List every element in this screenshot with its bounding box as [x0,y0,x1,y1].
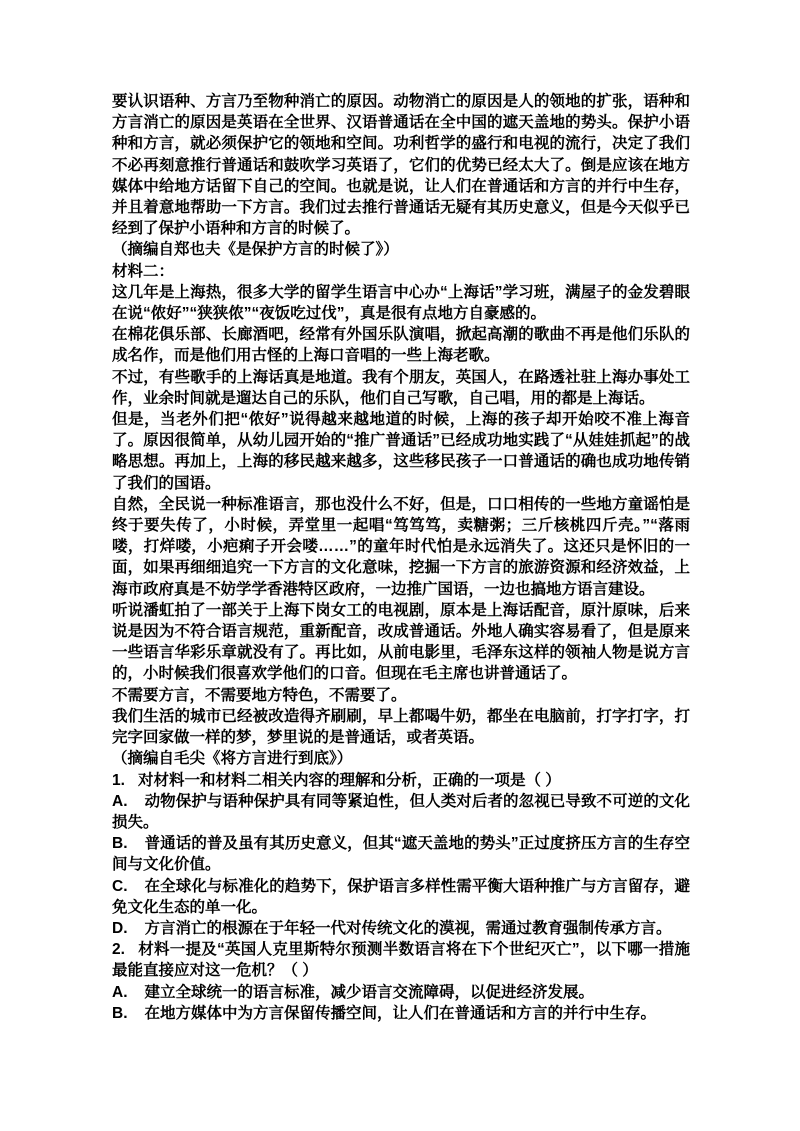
question-1-stem [112,770,690,791]
option-label-a: A. [112,792,128,810]
material-two-paragraph: 我们生活的城市已经被改造得齐刷刷，早上都喝牛奶，都坐在电脑前，打字打字，打完字回家做一样的梦，梦里说的是普通话，或者英语。 [112,707,690,747]
question-2-option-b [112,1003,690,1024]
question-1-option-c [112,876,690,918]
material-two-paragraph: 在棉花俱乐部、长廊酒吧，经常有外国乐队演唱，掀起高潮的歌曲不再是他们乐队的成名作，而是他们用古怪的上海口音唱的一些上海老歌。 [112,326,690,365]
material-two-paragraph: 自然，全民说一种标准语言，那也没什么不好，但是，口口相传的一些地方童谣怕是终于要失传了，小时候，弄堂里一起唱“笃笃笃，卖糖粥；三斤核桃四斤壳。”“落雨喽，打烊喽，小疤痢子开会喽……”的童年时代怕是永远消失了。这还只是怀旧的一面，如果再细细追究一下方言的文化意味，挖掘一下方言的旅游资源和经济效益，上海市政府真是不妨学学香港特区政府，一边推广国语，一边也搞地方语言建设。 [112,495,690,598]
question-1-number: 1. [112,771,125,789]
option-label-d: D. [112,919,128,937]
material-two-paragraph: 这几年是上海热，很多大学的留学生语言中心办“上海话”学习班，满屋子的金发碧眼在说“侬好”“狭狭侬”“夜饭吃过伐”，真是很有点地方自豪感的。 [112,283,690,323]
question-1-option-b [112,833,690,875]
material-two-source: （摘编自毛尖《将方言进行到底》） [112,750,353,768]
option-label-a: A. [112,983,128,1001]
material-two-paragraph: 听说潘虹拍了一部关于上海下岗女工的电视剧，原本是上海话配音，原汁原味，后来说是因为不符合语言规范，重新配音，改成普通话。外地人确实容易看了，但是原来一些语言华彩乐章就没有了。再比如，从前电影里，毛泽东这样的领袖人物是说方言的，小时候我们很喜欢学他们的口音。但现在毛主席也讲普通话了。 [112,601,690,683]
option-label-b: B. [112,1004,128,1022]
material-two-paragraph: 但是，当老外们把“侬好”说得越来越地道的时候，上海的孩子却开始咬不准上海音了。原因很简单，从幼儿园开始的“推广普通话”已经成功地实践了“从娃娃抓起”的战略思想。再加上，上海的移民越来越多，这些移民孩子一口普通话的确也成功地传销了我们的国语。 [112,411,690,492]
option-text-c: 在全球化与标准化的趋势下，保护语言多样性需平衡大语种推广与方言留存，避免文化生态的单一化。 [112,877,690,916]
question-2-option-a [112,982,690,1003]
question-1-option-d [112,918,690,939]
material-one-source: （摘编自郑也夫《是保护方言的时候了》） [112,241,399,259]
question-1-stem-text: 对材料一和材料二相关内容的理解和分析，正确的一项是（ ） [137,771,561,789]
material-two-heading: 材料二： [112,262,175,280]
option-text-a: 建立全球统一的语言标准，减少语言交流障碍，以促进经济发展。 [144,983,595,1001]
option-text-a: 动物保护与语种保护具有同等紧迫性，但人类对后者的忽视已导致不可逆的文化损失。 [112,792,690,831]
option-text-b: 普通话的普及虽有其历史意义，但其“遮天盖地的势头”正过度挤压方言的生存空间与文化价值。 [112,835,690,874]
question-1-option-a [112,791,690,833]
option-text-d: 方言消亡的根源在于年轻一代对传统文化的漠视，需通过教育强制传承方言。 [144,919,672,937]
material-two-paragraph: 不需要方言，不需要地方特色，不需要了。 [112,686,407,704]
option-label-c: C. [112,877,128,895]
material-two-paragraph: 不过，有些歌手的上海话真是地道。我有个朋友，英国人，在路透社驻上海办事处工作，业余时间就是遛达自己的乐队，他们自己写歌，自己唱，用的都是上海话。 [112,368,690,407]
question-2-stem [112,939,690,981]
option-text-b: 在地方媒体中为方言保留传播空间，让人们在普通话和方言的并行中生存。 [144,1004,657,1022]
option-label-b: B. [112,835,128,853]
question-2-stem-text: 材料一提及“英国人克里斯特尔预测半数语言将在下个世纪灭亡”，以下哪一措施最能直接应对这一危机？（ ） [112,941,690,980]
material-one-body: 要认识语种、方言乃至物种消亡的原因。动物消亡的原因是人的领地的扩张，语种和方言消亡的原因是英语在全世界、汉语普通话在全中国的遮天盖地的势头。保护小语种和方言，就必须保护它的领地和空间。功利哲学的盛行和电视的流行，决定了我们不必再刻意推行普通话和鼓吹学习英语了，它们的优势已经太大了。倒是应该在地方媒体中给地方话留下自己的空间。也就是说，让人们在普通话和方言的并行中生存，并且着意地帮助一下方言。我们过去推行普通话无疑有其历史意义，但是今天似乎已经到了保护小语种和方言的时候了。 [112,93,690,238]
question-2-number: 2. [112,941,125,959]
